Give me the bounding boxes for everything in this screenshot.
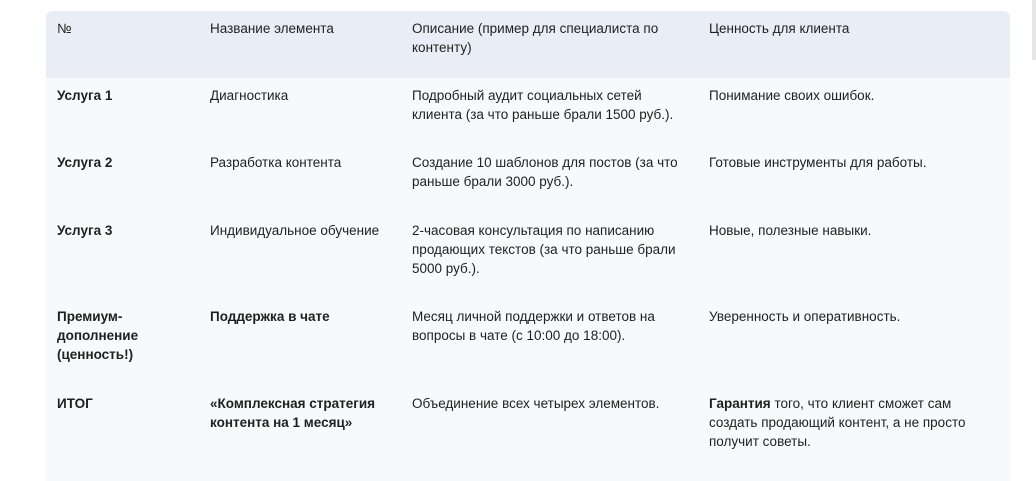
row-value — [698, 299, 1010, 386]
header-number: № — [57, 21, 72, 36]
table-header-row — [46, 11, 1010, 78]
header-description: Описание (пример для специалиста по контенту) — [412, 21, 659, 55]
row-description: Месяц личной поддержки и ответов на вопросы в чате (с 10:00 до 18:00). — [412, 309, 655, 343]
row-value-emphasis: Гарантия — [709, 396, 771, 411]
header-element-name: Название элемента — [210, 21, 334, 36]
row-description: Объединение всех четырех элементов. — [412, 396, 660, 411]
row-name: Разработка контента — [210, 155, 342, 170]
table-row — [46, 145, 1010, 213]
row-number: Услуга 2 — [57, 155, 113, 170]
row-value-text: Новые, полезные навыки. — [709, 223, 872, 238]
table-row — [46, 299, 1010, 386]
row-value-text: Готовые инструменты для работы. — [709, 155, 927, 170]
offer-table-container — [46, 11, 1010, 481]
row-value-text: Понимание своих ошибок. — [709, 88, 875, 103]
table-row — [46, 78, 1010, 145]
row-value-text: Уверенность и оперативность. — [709, 309, 901, 324]
row-name: Диагностика — [210, 88, 289, 103]
table-row — [46, 213, 1010, 299]
scrollbar[interactable] — [1032, 0, 1036, 60]
row-description: Создание 10 шаблонов для постов (за что раньше брали 3000 руб.). — [412, 155, 678, 189]
header-client-value: Ценность для клиента — [709, 21, 850, 36]
row-value — [698, 386, 1010, 466]
row-number: Услуга 1 — [57, 88, 113, 103]
row-number: Услуга 3 — [57, 223, 113, 238]
row-number: Премиум-дополнение (ценность!) — [57, 309, 139, 362]
row-value — [698, 78, 1010, 145]
offer-table — [46, 11, 1010, 466]
row-number: ИТОГ — [57, 396, 93, 411]
table-row-total — [46, 386, 1010, 466]
row-value — [698, 213, 1010, 299]
row-value — [698, 145, 1010, 213]
row-value-text: того, что клиент сможет сам создать продающий контент, а не просто получит советы. — [709, 396, 966, 449]
row-name: Индивидуальное обучение — [210, 223, 380, 238]
row-name: Поддержка в чате — [210, 309, 330, 324]
row-name: «Комплексная стратегия контента на 1 месяц» — [210, 396, 376, 430]
row-description: Подробный аудит социальных сетей клиента (за что раньше брали 1500 руб.). — [412, 88, 674, 122]
row-description: 2-часовая консультация по написанию продающих текстов (за что раньше брали 5000 руб.). — [412, 223, 676, 276]
